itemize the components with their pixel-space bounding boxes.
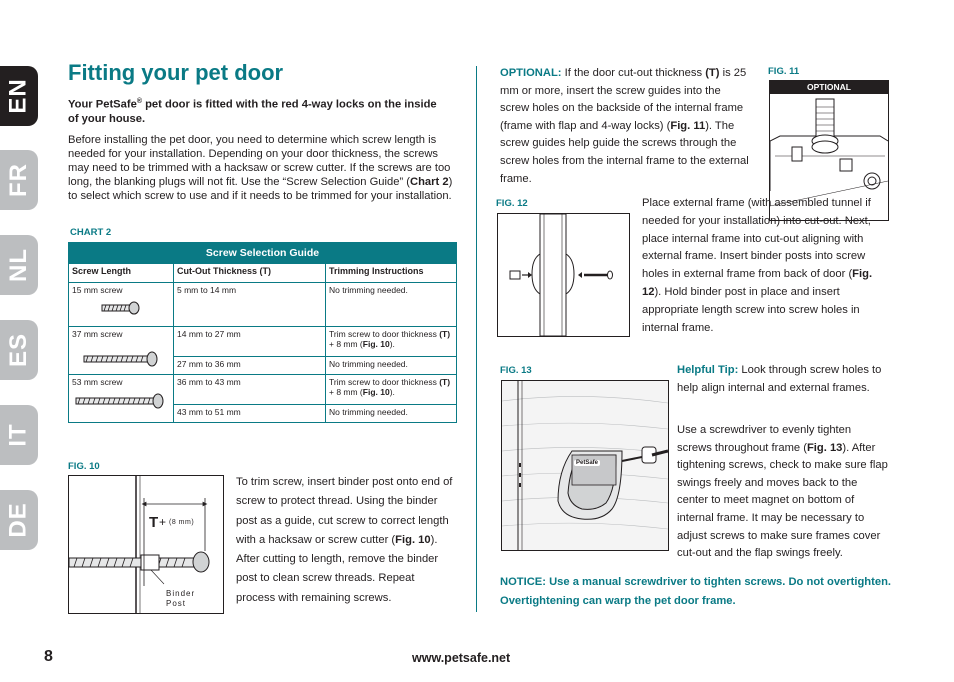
page-number: 8 bbox=[44, 648, 53, 665]
text: Fig. 10 bbox=[362, 339, 390, 349]
thickness-cell: 43 mm to 51 mm bbox=[174, 405, 326, 423]
text: Place external frame (with assembled tunnel if needed for your installation) into cut-out. Next, place internal frame into cut-out aligning with external frame. Insert binder posts into screw holes in external frame from back of door ( bbox=[642, 197, 871, 281]
text: ). After cutting to length, remove the binder post to clean screw threads. Repeat process with remaining screws. bbox=[236, 533, 439, 604]
intro-text bbox=[68, 95, 448, 126]
text: Look through screw holes to help align internal and external frames. bbox=[677, 364, 882, 394]
optional-lead: OPTIONAL: bbox=[500, 67, 562, 79]
footer-url[interactable]: www.petsafe.net bbox=[412, 651, 511, 665]
text: ). Hold binder post in place and insert appropriate length screw into screw holes in internal frame. bbox=[642, 285, 860, 334]
table-header-row bbox=[69, 264, 457, 283]
instruction-cell bbox=[326, 327, 457, 357]
thickness-cell: 27 mm to 36 mm bbox=[174, 357, 326, 375]
tab-label: FR bbox=[5, 163, 32, 197]
tab-label: NL bbox=[5, 248, 32, 282]
table-row bbox=[69, 283, 457, 327]
intro-rest: pet door is fitted with the red 4-way locks on the inside of your house. bbox=[68, 98, 437, 125]
tighten-para bbox=[677, 422, 889, 563]
screw-length: 53 mm screw bbox=[72, 377, 123, 387]
text: Use a screwdriver to evenly tighten screws throughout frame ( bbox=[677, 424, 852, 454]
text: ) to select which screw to use and if it needs to be trimmed for your installation. bbox=[68, 176, 453, 202]
fig-ref: Fig. 13 bbox=[806, 441, 843, 454]
plus-label: + bbox=[159, 515, 167, 529]
t-label: T bbox=[149, 514, 159, 531]
text: (T) bbox=[439, 377, 451, 387]
text: is 25 mm or more, insert the screw guides into the screw holes on the backside of the internal frame (frame with flap and 4-way locks) ( bbox=[500, 67, 747, 132]
col-header: Cut-Out Thickness (T) bbox=[174, 264, 326, 283]
fig12-label: FIG. 12 bbox=[496, 198, 528, 209]
chart-ref: Chart 2 bbox=[410, 176, 449, 188]
fig10-label: FIG. 10 bbox=[68, 461, 100, 472]
instruction-cell: No trimming needed. bbox=[326, 405, 457, 423]
long-screw-icon bbox=[72, 393, 168, 409]
fig-ref: Fig. 11 bbox=[670, 119, 706, 132]
tab-it[interactable] bbox=[0, 405, 38, 465]
screw-trimming-diagram bbox=[69, 476, 223, 613]
fig13-illustration bbox=[501, 380, 669, 551]
text: If the door cut-out thickness bbox=[561, 67, 706, 79]
medium-screw-icon bbox=[72, 351, 162, 367]
thickness-cell: 36 mm to 43 mm bbox=[174, 375, 326, 405]
intro-lead: Your PetSafe bbox=[68, 98, 137, 111]
instruction-cell: No trimming needed. bbox=[326, 357, 457, 375]
text: + 8 mm ( bbox=[329, 339, 363, 349]
tab-label: IT bbox=[4, 423, 32, 447]
binder-label-1: Binder bbox=[166, 589, 196, 598]
tip-lead: Helpful Tip: bbox=[677, 364, 739, 376]
tab-label: EN bbox=[5, 78, 32, 114]
screw-length-cell bbox=[69, 375, 174, 423]
text: ). After tightening screws, check to make sure flap swings freely and moves back to the center to meet magnet on bottom of internal frame. It may be necessary to adjust screws to make sure frames cover cut-out and the flap swings freely. bbox=[677, 441, 888, 560]
col-header: Trimming Instructions bbox=[326, 264, 457, 283]
trim-para bbox=[236, 473, 456, 608]
screw-length: 37 mm screw bbox=[72, 329, 123, 339]
tab-es[interactable] bbox=[0, 320, 38, 380]
tab-label: ES bbox=[4, 332, 32, 368]
instruction-cell: No trimming needed. bbox=[326, 283, 457, 327]
text: Before installing the pet door, you need to determine which screw length is needed for your installation. Depending on your door thickness, the screws may need to be trimmed with a hacksaw or screw cutter. If the screws are too long, the blanking plugs will not fit. Use the “Screw Selection Guide” ( bbox=[68, 134, 451, 188]
table-caption: Screw Selection Guide bbox=[69, 243, 457, 264]
text: Trim screw to door thickness bbox=[329, 377, 440, 387]
table-row bbox=[69, 375, 457, 405]
table-row bbox=[69, 327, 457, 357]
tab-en[interactable] bbox=[0, 66, 38, 126]
text: (T) bbox=[439, 329, 451, 339]
text: ). bbox=[389, 339, 395, 349]
screw-selection-table bbox=[68, 242, 457, 423]
optional-banner: OPTIONAL bbox=[770, 81, 888, 94]
place-frame-para bbox=[642, 195, 888, 337]
screw-length: 15 mm screw bbox=[72, 285, 123, 295]
fig-ref: Fig. 12 bbox=[642, 268, 873, 298]
col-header: Screw Length bbox=[69, 264, 174, 283]
fig11-label: FIG. 11 bbox=[768, 66, 800, 77]
page-title: Fitting your pet door bbox=[68, 60, 284, 85]
binder-post-diagram bbox=[498, 214, 629, 336]
tab-label: DE bbox=[5, 502, 32, 538]
text: ). bbox=[389, 387, 395, 397]
thickness-cell: 14 mm to 27 mm bbox=[174, 327, 326, 357]
thickness-cell: 5 mm to 14 mm bbox=[174, 283, 326, 327]
text: Fig. 10 bbox=[362, 387, 390, 397]
helpful-tip-para bbox=[677, 362, 882, 398]
short-screw-icon bbox=[72, 301, 142, 315]
optional-para bbox=[500, 65, 752, 188]
instruction-cell bbox=[326, 375, 457, 405]
text: To trim screw, insert binder post onto end of screw to protect thread. Using the binder post as a guide, cut screw to correct length with a hacksaw or screw cutter ( bbox=[236, 476, 453, 546]
fig10-illustration bbox=[68, 475, 224, 614]
tab-de[interactable] bbox=[0, 490, 38, 550]
text: ). The screw guides help guide the screws through the screw holes from the internal frame to the external frame. bbox=[500, 119, 749, 185]
fig12-illustration bbox=[497, 213, 630, 337]
binder-label-2: Post bbox=[166, 599, 187, 608]
column-divider bbox=[476, 66, 477, 612]
tab-fr[interactable] bbox=[0, 150, 38, 210]
screw-length-cell bbox=[69, 283, 174, 327]
petsafe-logo: PetSafe bbox=[576, 460, 599, 466]
tab-nl[interactable] bbox=[0, 235, 38, 295]
mm-label: (8 mm) bbox=[169, 519, 195, 526]
fig13-label: FIG. 13 bbox=[500, 365, 532, 376]
text: Trim screw to door thickness bbox=[329, 329, 440, 339]
text: (T) bbox=[705, 67, 720, 79]
notice-text: NOTICE: Use a manual screwdriver to tighten screws. Do not overtighten. Overtightening can warp the pet door frame. bbox=[500, 576, 892, 607]
text: + 8 mm ( bbox=[329, 387, 363, 397]
before-install-para bbox=[68, 133, 456, 203]
registered-mark: ® bbox=[136, 98, 142, 105]
fig-ref: Fig. 10 bbox=[395, 533, 431, 546]
screw-length-cell bbox=[69, 327, 174, 375]
chart-label: CHART 2 bbox=[70, 227, 112, 238]
